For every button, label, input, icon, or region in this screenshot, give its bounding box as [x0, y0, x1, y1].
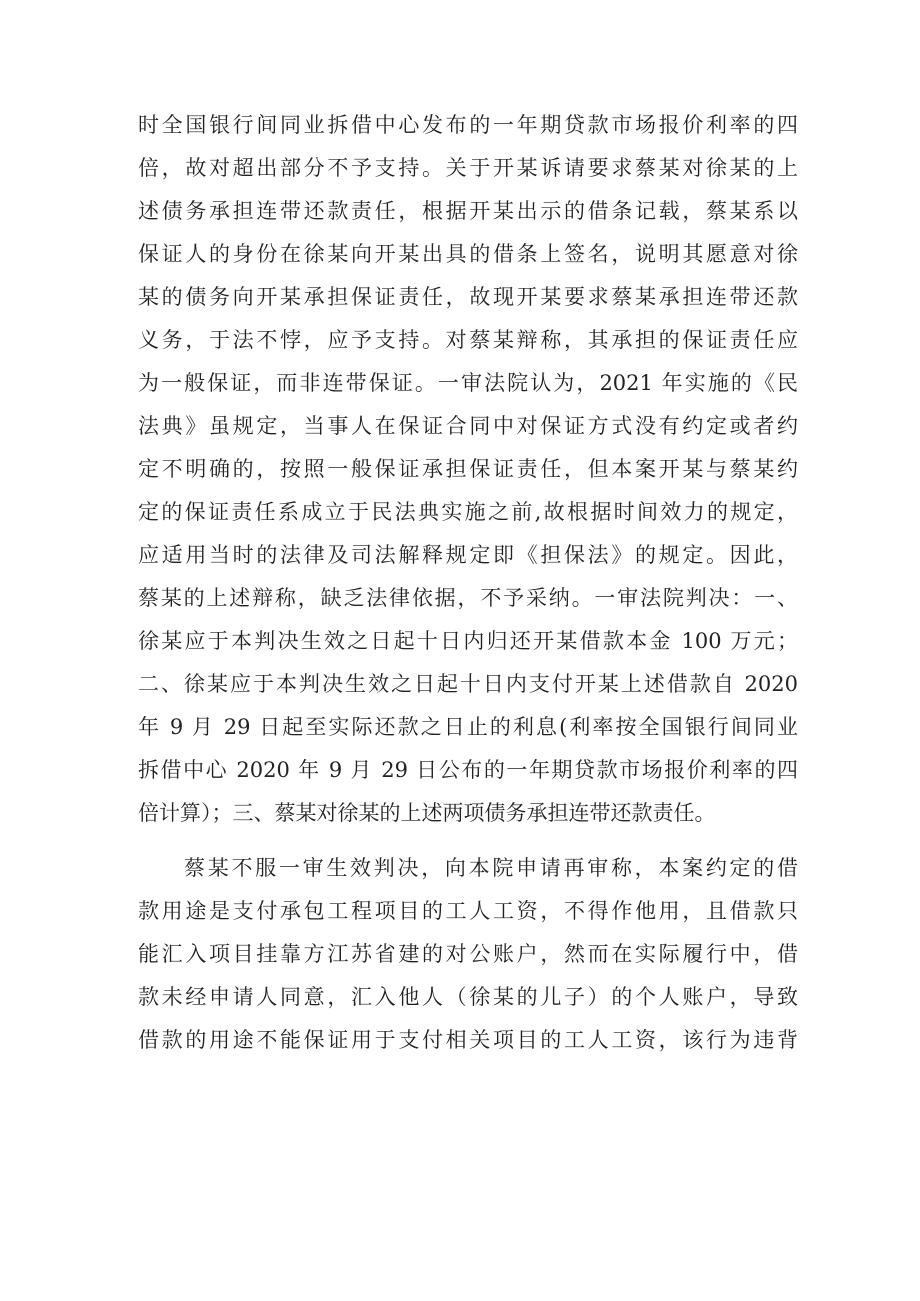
text-line: 年 9 月 29 日起至实际还款之日止的利息(利率按全国银行间同业: [138, 715, 798, 739]
text-line: 义务，于法不悖，应予支持。对蔡某辩称，其承担的保证责任应: [138, 328, 798, 352]
text-line: 蔡某的上述辩称，缺乏法律依据，不予采纳。一审法院判决：一、: [138, 586, 798, 610]
text-line: 定的保证责任系成立于民法典实施之前,故根据时间效力的规定，: [138, 500, 798, 524]
text-line: 时全国银行间同业拆借中心发布的一年期贷款市场报价利率的四: [138, 113, 798, 137]
text-line: 保证人的身份在徐某向开某出具的借条上签名，说明其愿意对徐: [138, 242, 798, 266]
text-line: 倍，故对超出部分不予支持。关于开某诉请要求蔡某对徐某的上: [138, 156, 798, 180]
text-line: 款未经申请人同意，汇入他人（徐某的儿子）的个人账户，导致: [138, 985, 798, 1009]
text-line: 法典》虽规定，当事人在保证合同中对保证方式没有约定或者约: [138, 414, 798, 438]
text-line: 述债务承担连带还款责任，根据开某出示的借条记载，蔡某系以: [138, 199, 798, 223]
text-line: 拆借中心 2020 年 9 月 29 日公布的一年期贷款市场报价利率的四: [138, 758, 798, 782]
text-line: 蔡某不服一审生效判决，向本院申请再审称，本案约定的借: [184, 856, 798, 880]
text-line: 为一般保证，而非连带保证。一审法院认为，2021 年实施的《民: [138, 371, 798, 395]
text-line: 某的债务向开某承担保证责任，故现开某要求蔡某承担连带还款: [138, 285, 798, 309]
text-line: 借款的用途不能保证用于支付相关项目的工人工资，该行为违背: [138, 1028, 798, 1052]
text-line: 倍计算）；三、蔡某对徐某的上述两项债务承担连带还款责任。: [138, 801, 716, 825]
text-line: 款用途是支付承包工程项目的工人工资，不得作他用，且借款只: [138, 899, 798, 923]
text-line: 应适用当时的法律及司法解释规定即《担保法》的规定。因此，: [138, 543, 798, 567]
text-line: 定不明确的，按照一般保证承担保证责任，但本案开某与蔡某约: [138, 457, 798, 481]
text-line: 能汇入项目挂靠方江苏省建的对公账户，然而在实际履行中，借: [138, 942, 798, 966]
text-line: 二、徐某应于本判决生效之日起十日内支付开某上述借款自 2020: [138, 672, 798, 696]
text-line: 徐某应于本判决生效之日起十日内归还开某借款本金 100 万元；: [138, 629, 798, 653]
